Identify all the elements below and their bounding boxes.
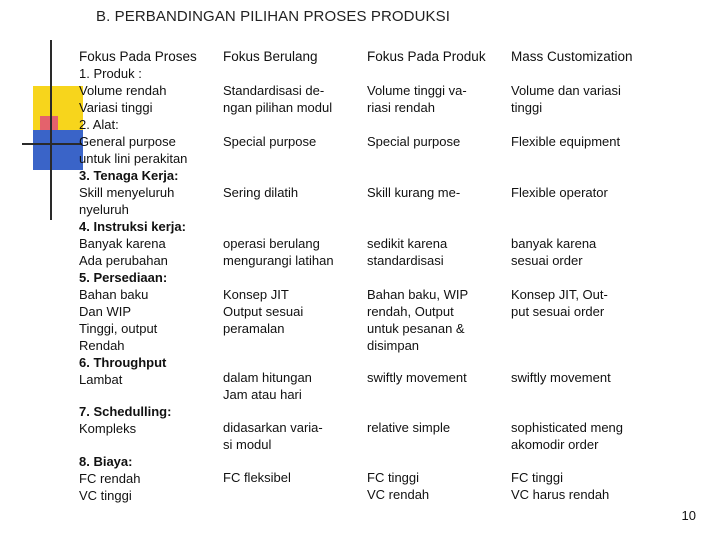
col1-line: 3. Tenaga Kerja: bbox=[79, 168, 179, 183]
col1-line: Variasi tinggi bbox=[79, 100, 153, 115]
col2-line: dalam hitungan bbox=[223, 370, 312, 385]
col3-line: relative simple bbox=[367, 420, 451, 435]
col3-line: Bahan baku, WIP bbox=[367, 287, 469, 302]
col1-line: Banyak karena bbox=[79, 236, 166, 251]
col2-line: ngan pilihan modul bbox=[223, 100, 333, 115]
col3-line: riasi rendah bbox=[367, 100, 435, 115]
header-mass-customization: Mass Customization bbox=[511, 49, 633, 64]
decor-horizontal-line bbox=[22, 143, 82, 145]
col4-line: akomodir order bbox=[511, 437, 599, 452]
col4-line: tinggi bbox=[511, 100, 543, 115]
col1-line: VC tinggi bbox=[79, 488, 132, 503]
col2-line: FC fleksibel bbox=[223, 470, 291, 485]
col3-line: swiftly movement bbox=[367, 370, 467, 385]
col1-line: Bahan baku bbox=[79, 287, 149, 302]
col1-line: Tinggi, output bbox=[79, 321, 158, 336]
col1-line: Volume rendah bbox=[79, 83, 167, 98]
col1-line: Kompleks bbox=[79, 421, 137, 436]
col2-line: Jam atau hari bbox=[223, 387, 302, 402]
decor-vertical-line bbox=[50, 40, 52, 220]
col1-line: FC rendah bbox=[79, 471, 141, 486]
col1-line: Rendah bbox=[79, 338, 125, 353]
col1-line: Ada perubahan bbox=[79, 253, 168, 268]
col3-line: disimpan bbox=[367, 338, 420, 353]
col1-line: 2. Alat: bbox=[79, 117, 119, 132]
col2-line: mengurangi latihan bbox=[223, 253, 334, 268]
col4-line: Volume dan variasi bbox=[511, 83, 621, 98]
col2-line: peramalan bbox=[223, 321, 285, 336]
col1-line: 4. Instruksi kerja: bbox=[79, 219, 186, 234]
col1-line: nyeluruh bbox=[79, 202, 129, 217]
col2-line: didasarkan varia- bbox=[223, 420, 323, 435]
col4-line: Konsep JIT, Out- bbox=[511, 287, 608, 302]
col2-line: si modul bbox=[223, 437, 272, 452]
header-fokus-berulang: Fokus Berulang bbox=[223, 49, 318, 64]
col1-line: Dan WIP bbox=[79, 304, 132, 319]
col4-line: Flexible equipment bbox=[511, 134, 621, 149]
header-fokus-proses: Fokus Pada Proses bbox=[79, 49, 197, 64]
col4-line: put sesuai order bbox=[511, 304, 605, 319]
col1-line: 6. Throughput bbox=[79, 355, 167, 370]
col1-line: Lambat bbox=[79, 372, 123, 387]
col2-line: Sering dilatih bbox=[223, 185, 299, 200]
col3-line: Volume tinggi va- bbox=[367, 83, 467, 98]
header-fokus-produk: Fokus Pada Produk bbox=[367, 49, 486, 64]
page-number: 10 bbox=[681, 508, 696, 523]
col4-line: Flexible operator bbox=[511, 185, 608, 200]
col2-line: Output sesuai bbox=[223, 304, 304, 319]
col3-line: rendah, Output bbox=[367, 304, 454, 319]
col2-line: operasi berulang bbox=[223, 236, 320, 251]
col4-line: sophisticated meng bbox=[511, 420, 624, 435]
col3-line: standardisasi bbox=[367, 253, 444, 268]
col1-line: 5. Persediaan: bbox=[79, 270, 168, 285]
col3-line: untuk pesanan & bbox=[367, 321, 465, 336]
col3-line: Special purpose bbox=[367, 134, 461, 149]
col3-line: FC tinggi bbox=[367, 470, 420, 485]
col1-line: Skill menyeluruh bbox=[79, 185, 175, 200]
col1-line: untuk lini perakitan bbox=[79, 151, 188, 166]
slide-title: B. PERBANDINGAN PILIHAN PROSES PRODUKSI bbox=[96, 8, 450, 25]
col1-line: 8. Biaya: bbox=[79, 454, 133, 469]
col4-line: banyak karena bbox=[511, 236, 597, 251]
col1-line: 7. Schedulling: bbox=[79, 404, 172, 419]
col4-line: VC harus rendah bbox=[511, 487, 610, 502]
col4-line: FC tinggi bbox=[511, 470, 564, 485]
col2-line: Special purpose bbox=[223, 134, 317, 149]
decor-blue-square bbox=[33, 130, 83, 170]
col2-line: Standardisasi de- bbox=[223, 83, 325, 98]
col2-line: Konsep JIT bbox=[223, 287, 289, 302]
col3-line: sedikit karena bbox=[367, 236, 448, 251]
col3-line: VC rendah bbox=[367, 487, 430, 502]
col1-line: General purpose bbox=[79, 134, 176, 149]
col4-line: swiftly movement bbox=[511, 370, 611, 385]
col4-line: sesuai order bbox=[511, 253, 583, 268]
col1-line: 1. Produk : bbox=[79, 66, 142, 81]
col3-line: Skill kurang me- bbox=[367, 185, 461, 200]
